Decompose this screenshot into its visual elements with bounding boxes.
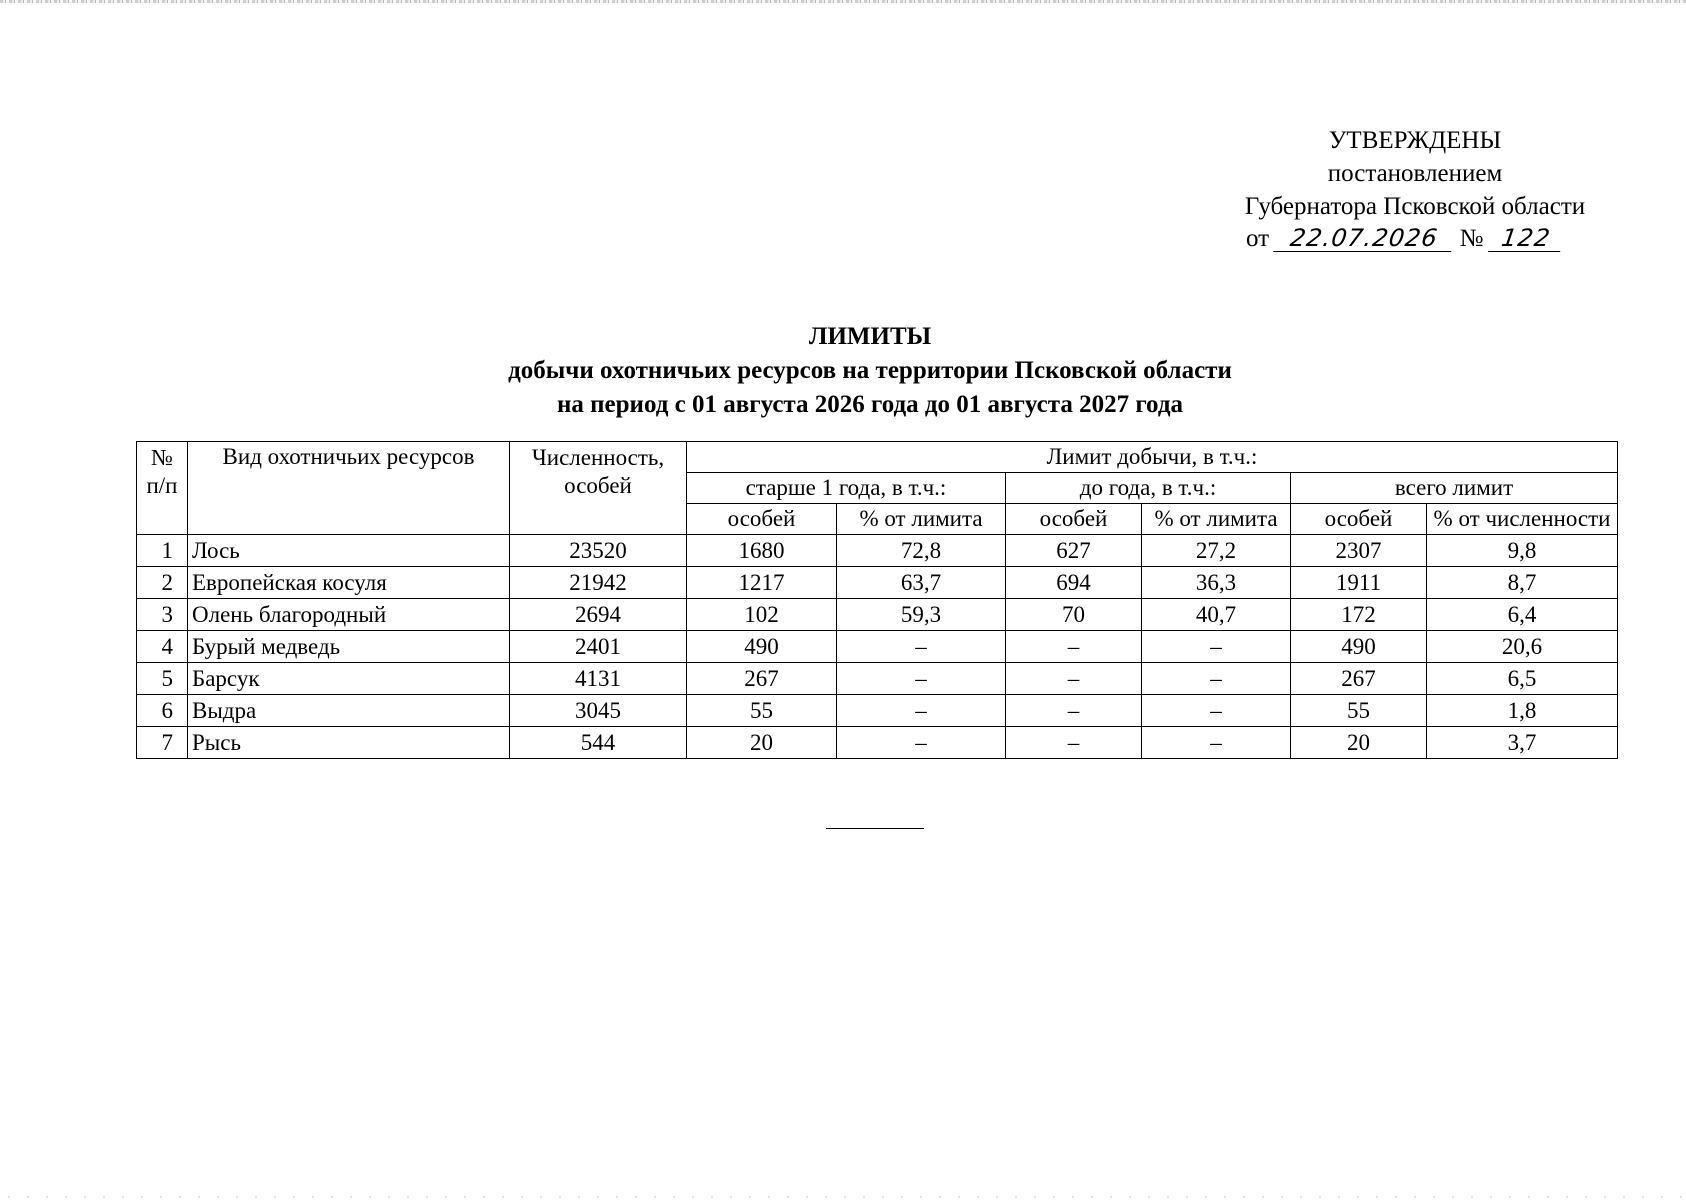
- approval-decree-label: постановлением: [1327, 160, 1503, 187]
- cell-younger-count: –: [1006, 727, 1142, 759]
- header-younger-pct: % от лимита: [1142, 504, 1291, 535]
- cell-older-count: 55: [687, 695, 837, 727]
- cell-younger-pct: 40,7: [1142, 599, 1291, 631]
- table-row: [137, 567, 1618, 599]
- cell-younger-pct: –: [1142, 631, 1291, 663]
- cell-index: 4: [137, 631, 188, 663]
- title-main: ЛИМИТЫ: [808, 323, 932, 350]
- cell-total-pct: 6,4: [1427, 599, 1618, 631]
- cell-species: Лось: [188, 535, 510, 567]
- table-row: [137, 695, 1618, 727]
- title-period: на период с 01 августа 2026 года до 01 августа 2027 года: [557, 391, 1183, 418]
- cell-total-pct: 6,5: [1427, 663, 1618, 695]
- cell-total-count: 20: [1291, 727, 1427, 759]
- cell-older-pct: –: [837, 631, 1006, 663]
- cell-older-pct: 72,8: [837, 535, 1006, 567]
- scan-top-edge: [0, 0, 1686, 3]
- cell-younger-count: 694: [1006, 567, 1142, 599]
- cell-total-pct: 20,6: [1427, 631, 1618, 663]
- table-row: [137, 631, 1618, 663]
- cell-index: 2: [137, 567, 188, 599]
- header-population-line2: особей: [564, 473, 632, 498]
- cell-species: Европейская косуля: [188, 567, 510, 599]
- cell-younger-pct: –: [1142, 663, 1291, 695]
- cell-species: Бурый медведь: [188, 631, 510, 663]
- cell-index: 3: [137, 599, 188, 631]
- cell-older-pct: –: [837, 663, 1006, 695]
- cell-population: 2401: [510, 631, 687, 663]
- header-younger: до года, в т.ч.:: [1006, 473, 1291, 504]
- date-prefix: от: [1246, 225, 1270, 252]
- cell-population: 2694: [510, 599, 687, 631]
- table-row: [137, 663, 1618, 695]
- header-population-line1: Численность,: [531, 445, 665, 470]
- cell-population: 4131: [510, 663, 687, 695]
- cell-total-count: 172: [1291, 599, 1427, 631]
- cell-total-pct: 1,8: [1427, 695, 1618, 727]
- cell-population: 544: [510, 727, 687, 759]
- cell-younger-count: –: [1006, 695, 1142, 727]
- header-limit-group: Лимит добычи, в т.ч.:: [687, 442, 1618, 473]
- cell-younger-count: 627: [1006, 535, 1142, 567]
- cell-older-pct: 63,7: [837, 567, 1006, 599]
- cell-younger-pct: 36,3: [1142, 567, 1291, 599]
- header-index: [137, 442, 188, 535]
- cell-total-count: 490: [1291, 631, 1427, 663]
- cell-population: 3045: [510, 695, 687, 727]
- header-older-pct: % от лимита: [837, 504, 1006, 535]
- limits-table: [136, 441, 1618, 759]
- handwritten-number: 122: [1488, 225, 1564, 252]
- closing-rule: [826, 828, 924, 829]
- cell-older-pct: –: [837, 695, 1006, 727]
- cell-older-count: 1217: [687, 567, 837, 599]
- header-older: старше 1 года, в т.ч.:: [687, 473, 1006, 504]
- table-header: [137, 442, 1618, 535]
- approval-heading: УТВЕРЖДЕНЫ: [1328, 127, 1502, 154]
- header-total-pct: % от численности: [1427, 504, 1618, 535]
- header-population: [510, 442, 687, 535]
- cell-species: Выдра: [188, 695, 510, 727]
- number-sign: №: [1459, 225, 1484, 252]
- cell-total-count: 267: [1291, 663, 1427, 695]
- approval-stamp: [1205, 124, 1625, 223]
- cell-total-pct: 9,8: [1427, 535, 1618, 567]
- table-row: [137, 535, 1618, 567]
- cell-older-count: 102: [687, 599, 837, 631]
- cell-younger-pct: –: [1142, 727, 1291, 759]
- header-index-line2: п/п: [146, 473, 178, 498]
- cell-total-count: 1911: [1291, 567, 1427, 599]
- cell-older-count: 1680: [687, 535, 837, 567]
- cell-younger-count: 70: [1006, 599, 1142, 631]
- header-index-line1: №: [151, 445, 173, 470]
- header-total-count: особей: [1291, 504, 1427, 535]
- approval-date-number-line: [1246, 222, 1562, 255]
- table-row: [137, 599, 1618, 631]
- cell-older-count: 490: [687, 631, 837, 663]
- cell-index: 1: [137, 535, 188, 567]
- header-older-count: особей: [687, 504, 837, 535]
- table-row: [137, 727, 1618, 759]
- cell-total-pct: 3,7: [1427, 727, 1618, 759]
- cell-older-pct: –: [837, 727, 1006, 759]
- header-species: Вид охотничьих ресурсов: [188, 442, 510, 535]
- cell-total-count: 2307: [1291, 535, 1427, 567]
- cell-species: Олень благородный: [188, 599, 510, 631]
- cell-older-count: 267: [687, 663, 837, 695]
- cell-population: 21942: [510, 567, 687, 599]
- cell-younger-pct: –: [1142, 695, 1291, 727]
- cell-index: 6: [137, 695, 188, 727]
- cell-total-pct: 8,7: [1427, 567, 1618, 599]
- cell-older-pct: 59,3: [837, 599, 1006, 631]
- cell-older-count: 20: [687, 727, 837, 759]
- cell-species: Рысь: [188, 727, 510, 759]
- approval-authority: Губернатора Псковской области: [1244, 193, 1586, 220]
- title-subject: добычи охотничьих ресурсов на территории Псковской области: [508, 357, 1232, 384]
- cell-population: 23520: [510, 535, 687, 567]
- cell-younger-count: –: [1006, 663, 1142, 695]
- cell-total-count: 55: [1291, 695, 1427, 727]
- document-title: [330, 320, 1410, 422]
- cell-younger-pct: 27,2: [1142, 535, 1291, 567]
- cell-species: Барсук: [188, 663, 510, 695]
- header-total: всего лимит: [1291, 473, 1618, 504]
- table-body: [137, 535, 1618, 759]
- cell-younger-count: –: [1006, 631, 1142, 663]
- cell-index: 7: [137, 727, 188, 759]
- scan-bottom-edge: [0, 1196, 1686, 1198]
- cell-index: 5: [137, 663, 188, 695]
- header-younger-count: особей: [1006, 504, 1142, 535]
- handwritten-date: 22.07.2026: [1273, 225, 1455, 252]
